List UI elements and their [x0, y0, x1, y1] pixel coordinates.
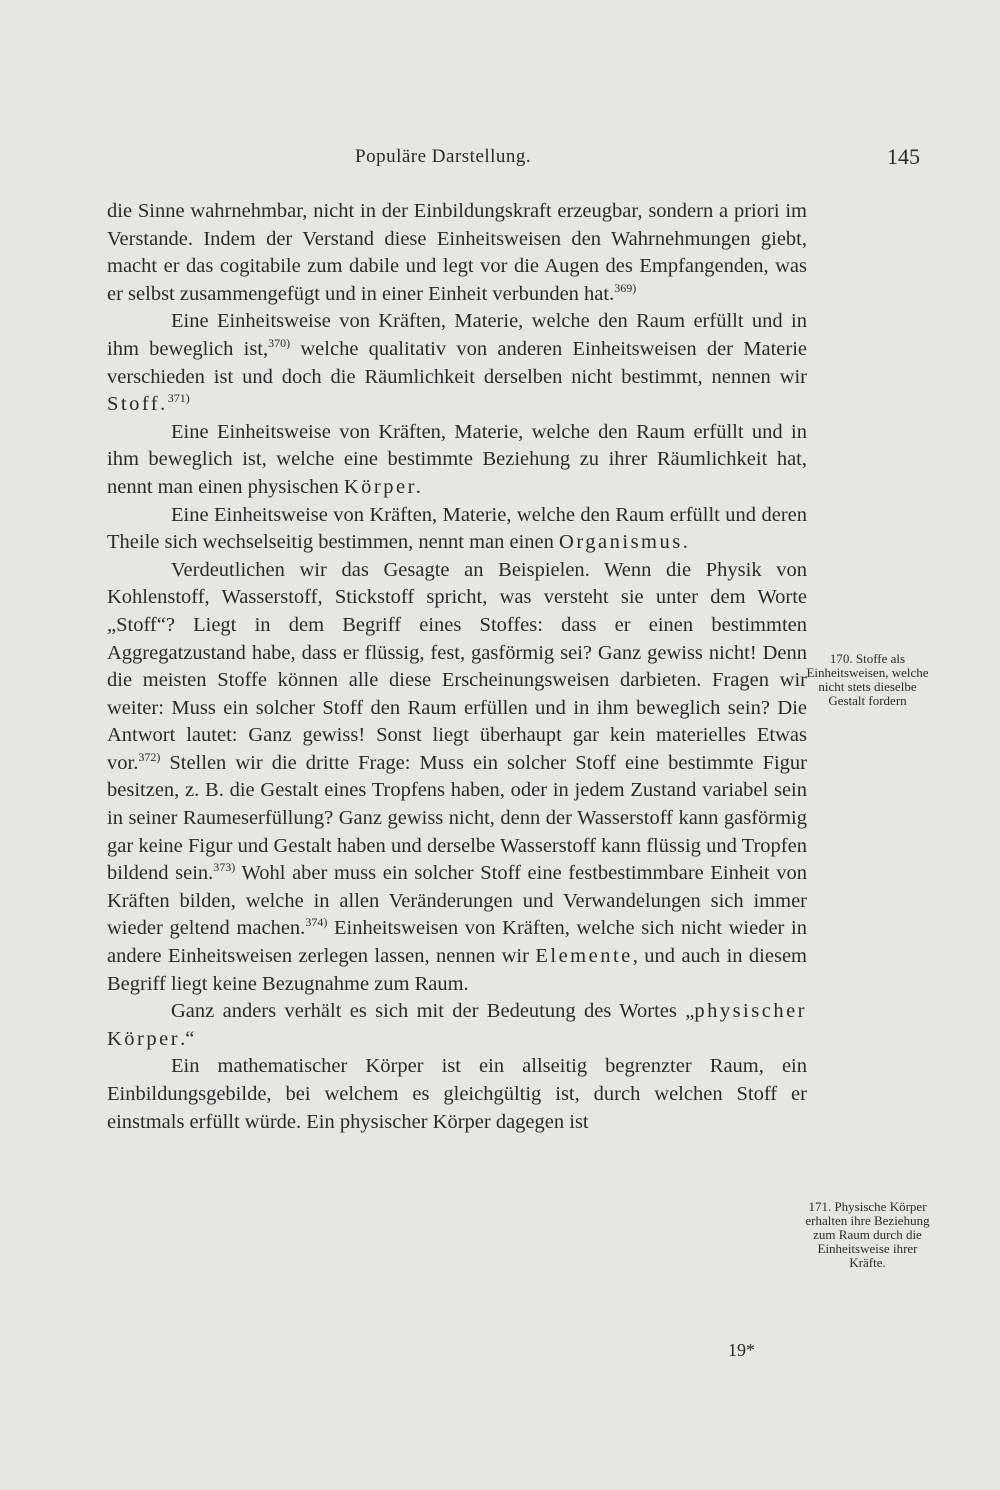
- footnote-ref: 370): [268, 336, 291, 351]
- paragraph: [107, 502, 807, 557]
- paragraph: [107, 1053, 807, 1136]
- margin-note-171: 171. Physische Körper erhalten ihre Beziehung zum Raum durch die Einheitsweise ihrer Kräfte.: [805, 1199, 930, 1270]
- spaced-term: Körper.: [343, 475, 424, 498]
- text-run: .“: [180, 1027, 195, 1050]
- page-number: 145: [887, 144, 920, 169]
- running-head: Populäre Darstellung.: [355, 146, 532, 167]
- text-run: Wohl aber muss ein solcher Stoff eine festbestimmbare Einheit von Kräften bilden, welche in allen Veränderungen und Verwandelungen sich immer wieder geltend machen.: [107, 862, 808, 940]
- text-run: Eine Einheitsweise von Kräften, Materie, welche den Raum erfüllt und in ihm beweglich ist, welche eine bestimmte Beziehung zu ihrer Räumlichkeit hat, nennt man einen physischen: [107, 420, 807, 498]
- text-run: die Sinne wahrnehmbar, nicht in der Einbildungskraft erzeugbar, sondern a priori im Verstande. Indem der Verstand diese Einheitsweisen den Wahrnehmungen giebt, macht er das cogitabile zum dabile und legt vor die Augen des Empfangenden, was er selbst zusammengefügt und in einer Einheit verbunden hat.: [107, 200, 807, 305]
- body-text: [107, 198, 807, 1136]
- text-run: Ganz anders verhält es sich mit der Bedeutung des Wortes „: [171, 1000, 695, 1023]
- text-run: Verdeutlichen wir das Gesagte an Beispielen. Wenn die Physik von Kohlenstoff, Wasserstoff, Stickstoff spricht, was versteht sie unter dem Worte „Stoff“? Liegt in dem Begriff eines Stoffes: dass er einen bestimmten Aggregatzustand habe, dass er flüssig, fest, gasförmig sei? Ganz gewiss nicht! Denn die meisten Stoffe können alle diese Erscheinungsweisen darbieten. Fragen wir weiter: Muss ein solcher Stoff den Raum erfüllen und in ihm beweglich sein? Die Antwort lautet: Ganz gewiss! Sonst liegt überhaupt gar kein materielles Etwas vor.: [107, 558, 807, 774]
- text-run: Stellen wir die dritte Frage: Muss ein solcher Stoff eine bestimmte Figur besitzen, z. B. die Gestalt eines Tropfens haben, oder in jedem Zustand variabel sein in seiner Raumeserfüllung? Ganz gewiss nicht, denn der Wasserstoff kann gasförmig gar keine Figur und Gestalt haben und derselbe Wasserstoff kann flüssig und Tropfen bildend sein.: [107, 751, 807, 885]
- signature-mark: 19*: [728, 1340, 755, 1360]
- margin-note-170: 170. Stoffe als Einheitsweisen, welche nicht stets dieselbe Gestalt fordern: [806, 651, 929, 708]
- spaced-term: Stoff.: [107, 393, 168, 416]
- spaced-term: Elemente: [535, 945, 633, 968]
- spaced-term: physischer Körper: [107, 1000, 807, 1050]
- footnote-ref: 369): [614, 280, 637, 295]
- paragraph: [107, 419, 807, 502]
- spaced-term: Organismus.: [559, 531, 691, 554]
- text-run: Eine Einheitsweise von Kräften, Materie, welche den Raum erfüllt und deren Theile sich wechselseitig bestimmen, nennt man einen: [107, 503, 807, 554]
- text-run: welche qualitativ von anderen Einheitsweisen der Materie verschieden ist und doch die Räumlichkeit derselben nicht bestimmt, nennen wir: [107, 337, 807, 388]
- page-header: [110, 146, 920, 180]
- paragraph: [107, 557, 807, 999]
- paragraph: [107, 998, 807, 1053]
- paragraph: [107, 308, 807, 418]
- paragraph: [107, 198, 807, 308]
- footnote-ref: 374): [305, 915, 328, 930]
- footnote-ref: 371): [167, 391, 190, 406]
- text-run: Eine Einheitsweise von Kräften, Materie, welche den Raum erfüllt und in ihm beweglich ist,: [107, 310, 807, 360]
- text-run: Einheitsweisen von Kräften, welche sich nicht wieder in andere Einheitsweisen zerlegen lassen, nennen wir: [107, 917, 807, 968]
- text-run: , und auch in diesem Begriff liegt keine Bezugnahme zum Raum.: [107, 945, 807, 995]
- footnote-ref: 373): [213, 860, 236, 875]
- footnote-ref: 372): [138, 750, 161, 765]
- text-run: Ein mathematischer Körper ist ein allseitig begrenzter Raum, ein Einbildungsgebilde, bei welchem es gleichgültig ist, durch welchen Stoff er einstmals erfüllt würde. Ein physischer Körper dagegen ist: [107, 1055, 807, 1133]
